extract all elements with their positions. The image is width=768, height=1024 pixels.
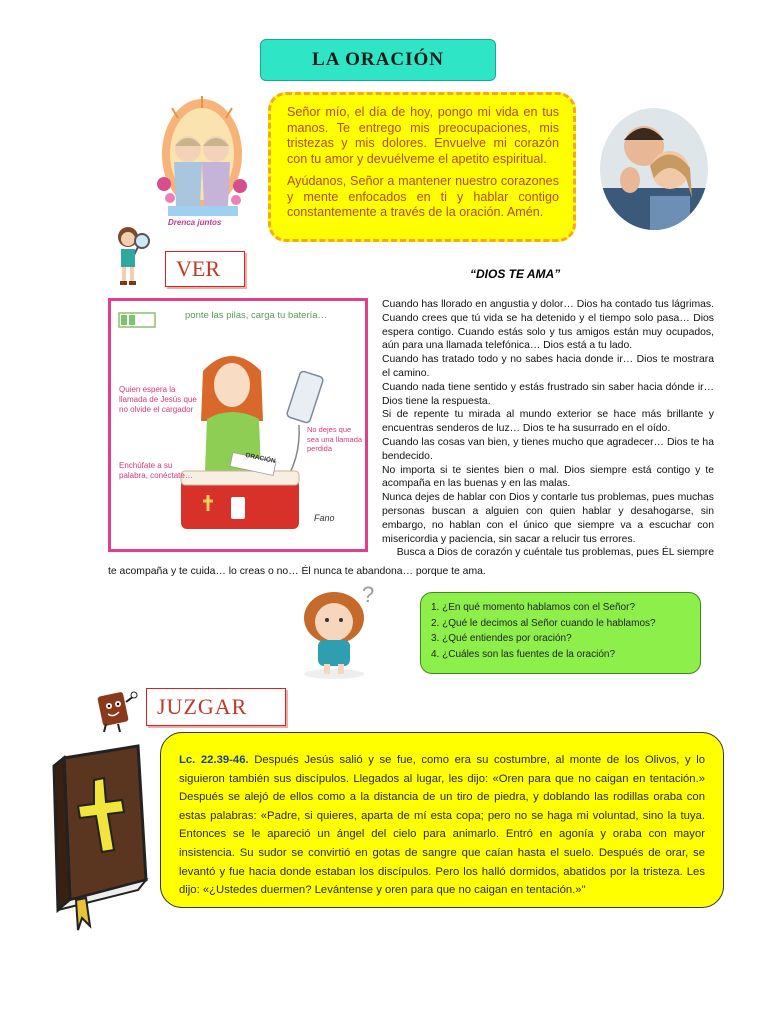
bible-icon: [46, 740, 154, 936]
praying-children-illustration: [150, 94, 255, 229]
prayer-paragraph: Señor mío, el día de hoy, pongo mi vida en tus manos. Te entrego mis preocupaciones, mis tristezas y mis dolores. Envuelve mi corazón con tu amor y devuélveme el apetito espiritual.: [287, 105, 559, 166]
prayer-box: [268, 92, 576, 242]
reading-body: [382, 298, 714, 560]
illustration-signature: Fano: [314, 513, 335, 523]
reading-heading: “DIOS TE AMA”: [470, 267, 561, 281]
illustration-right-text: No dejes que sea una llamada perdida: [307, 425, 363, 453]
illustration-left-text: Enchúfate a su palabra, conéctate…: [119, 461, 193, 480]
question-item: 4. ¿Cuáles son las fuentes de la oración?: [431, 648, 615, 660]
svg-text:?: ?: [362, 582, 375, 607]
phone-charging-illustration: [108, 298, 368, 552]
gospel-reference: Lc. 22.39-46.: [179, 754, 249, 766]
gospel-reading-box: [160, 732, 724, 908]
reading-paragraph: Si de repente tu mirada al mundo exterior se hace más brillante y encuentras senderos de luz… Dios te ha susurrado en el oído.: [382, 409, 714, 435]
reading-paragraph: Nunca dejes de hablar con Dios y contarle tus problemas, pues muchas personas buscan a alguien con quien hablar y desahogarse, sin embargo, no hablan con el único que siempre va a escuchar con misericordia y paciencia, sin sacar a relucir tus errores.: [382, 492, 714, 545]
reading-paragraph: Cuando has tratado todo y no sabes hacia donde ir… Dios te mostrara el camino.: [382, 354, 714, 379]
section-label-ver: VER: [165, 251, 245, 287]
book-label: ORACIÓN: [244, 451, 277, 466]
reading-paragraph: No importa si te sientes bien o mal. Dios siempre está contigo y te acompaña en las buenas y en las malas.: [382, 464, 714, 490]
reading-paragraph: Cuando nada tiene sentido y estás frustrado sin saber hacia dónde ir… Dios tiene la respuesta.: [382, 381, 714, 407]
reading-paragraph: Cuando has llorado en angustia y dolor… Dios ha contado tus lágrimas. Cuando crees que tú vida se ha detenido y el tiempo solo pasa… Dios espera contigo. Cuando estás solo y tus amigos están muy ocupados, aún para una llamada telefónica… Dios está a tu lado.: [382, 299, 714, 352]
illustration-left-text: Quien espera la llamada de Jesús que no olvide el cargador: [119, 385, 197, 414]
reading-paragraph: Busca a Dios de corazón y cuéntale tus problemas, pues ÉL siempre: [396, 547, 714, 559]
question-item: 3. ¿Qué entiendes por oración?: [431, 633, 572, 644]
thinking-girl-icon: [282, 578, 386, 682]
reading-paragraph: Cuando las cosas van bien, y tienes mucho que agradecer… Dios te ha bendecido.: [382, 436, 714, 462]
questions-box: [420, 592, 701, 674]
question-item: 1. ¿En qué momento hablamos con el Señor?: [431, 602, 636, 613]
book-character-icon: [92, 688, 138, 734]
illustration-top-text: ponte las pilas, carga tu batería…: [185, 310, 328, 321]
page-title: LA ORACIÓN: [260, 39, 496, 81]
illustration-caption: Drenca juntos: [168, 218, 222, 227]
children-praying-photo: [600, 108, 708, 230]
girl-magnifier-icon: [112, 225, 152, 287]
prayer-paragraph: Ayúdanos, Señor a mantener nuestro corazones y mente enfocados en ti y hablar contigo constantemente a través de la oración. Amén.: [287, 174, 559, 219]
gospel-text: Después Jesús salió y se fue, como era su costumbre, al monte de los Olivos, y lo siguieron también sus discípulos. Llegados al lugar, les dijo: «Oren para que no caigan en tentación.» Después se alejó de ellos como a la distancia de un tiro de piedra, y doblando las rodillas oraba con estas palabras: «Padre, si quieres, aparta de mí esta copa; pero no se haga mi voluntad, sino la tuya. Entonces se le apareció un ángel del cielo para animarlo. Entró en agonía y oraba con mayor insistencia. Su sudor se convirtió en gotas de sangre que caían hasta el suelo. Después de orar, se levantó y fue hacia donde estaban los discípulos. Pero los halló dormidos, abatidos por la tristeza. Les dijo: «¿Ustedes duermen? Levántense y oren para que no caigan en tentación.»": [179, 754, 705, 897]
reading-tail: te acompaña y te cuida… lo creas o no… Él nunca te abandona… porque te ama.: [108, 566, 486, 577]
section-label-juzgar: JUZGAR: [146, 688, 286, 726]
question-item: 2. ¿Qué le decimos al Señor cuando le hablamos?: [431, 617, 656, 629]
